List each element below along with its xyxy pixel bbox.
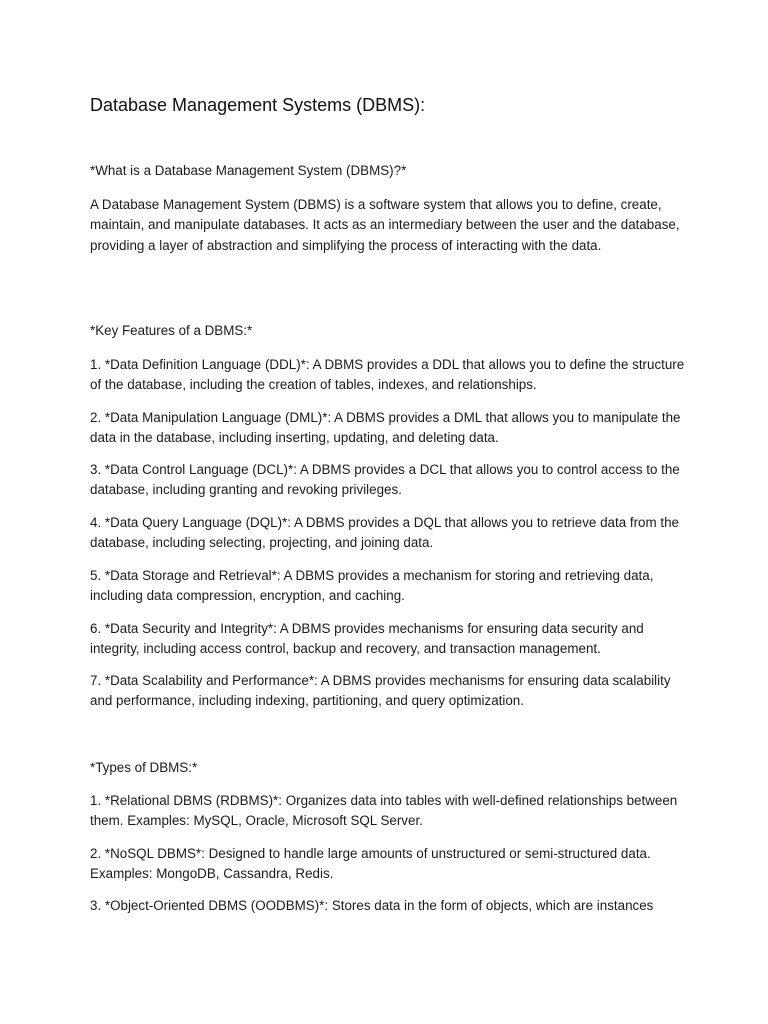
type-item-3: 3. *Object-Oriented DBMS (OODBMS)*: Stores data in the form of objects, which are instances [90,898,654,913]
feature-item-3: 3. *Data Control Language (DCL)*: A DBMS provides a DCL that allows you to control access to the database, including granting and revoking privileges. [90,462,680,498]
feature-item-5: 5. *Data Storage and Retrieval*: A DBMS provides a mechanism for storing and retrieving data, including data compression, encryption, and caching. [90,568,654,604]
feature-item-2: 2. *Data Manipulation Language (DML)*: A DBMS provides a DML that allows you to manipulate the data in the database, including inserting, updating, and deleting data. [90,410,681,446]
type-item-1: 1. *Relational DBMS (RDBMS)*: Organizes data into tables with well-defined relationships between them. Examples: MySQL, Oracle, Microsoft SQL Server. [90,793,678,829]
feature-item-6: 6. *Data Security and Integrity*: A DBMS provides mechanisms for ensuring data security and integrity, including access control, backup and recovery, and transaction management. [90,621,644,657]
feature-item-4: 4. *Data Query Language (DQL)*: A DBMS provides a DQL that allows you to retrieve data from the database, including selecting, projecting, and joining data. [90,515,679,551]
what-heading: *What is a Database Management System (DBMS)?* [90,163,407,178]
feature-item-7: 7. *Data Scalability and Performance*: A DBMS provides mechanisms for ensuring data scalability and performance, including indexing, partitioning, and query optimization. [90,673,671,709]
what-paragraph: A Database Management System (DBMS) is a software system that allows you to define, create, maintain, and manipulate databases. It acts as an intermediary between the user and the database, providing a layer of abstraction and simplifying the process of interacting with the data. [90,197,680,253]
feature-item-1: 1. *Data Definition Language (DDL)*: A DBMS provides a DDL that allows you to define the structure of the database, including the creation of tables, indexes, and relationships. [90,357,685,393]
document-title: Database Management Systems (DBMS): [90,95,426,115]
type-item-2: 2. *NoSQL DBMS*: Designed to handle large amounts of unstructured or semi-structured data. Examples: MongoDB, Cassandra, Redis. [90,846,651,882]
types-heading: *Types of DBMS:* [90,760,198,775]
features-heading: *Key Features of a DBMS:* [90,323,253,338]
